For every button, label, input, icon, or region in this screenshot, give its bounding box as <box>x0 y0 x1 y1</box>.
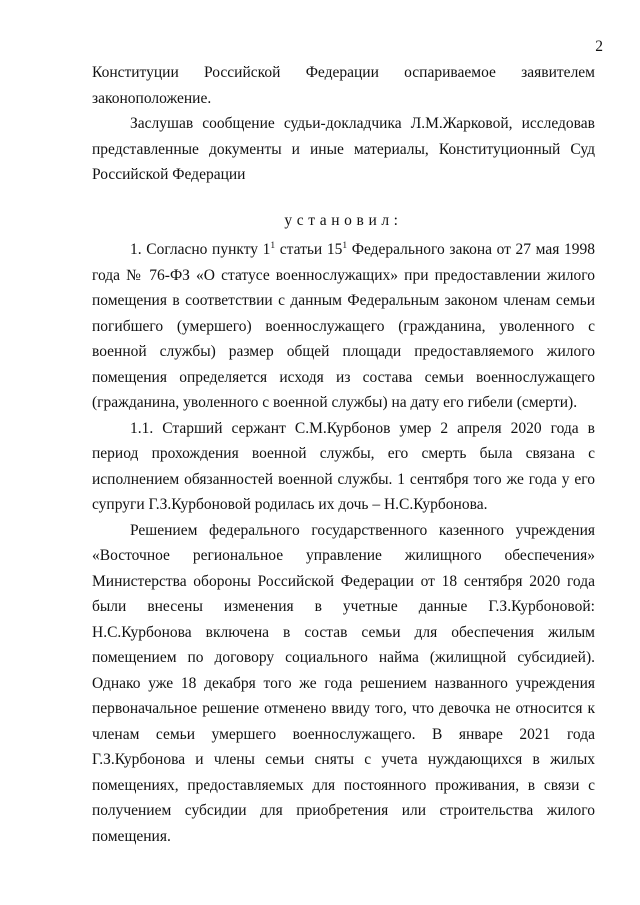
paragraph-constitution-continuation: Конституции Российской Федерации оспариваемое заявителем законоположение. <box>92 64 595 107</box>
document-body <box>92 60 595 849</box>
paragraph-case-facts: 1.1. Старший сержант С.М.Курбонов умер 2 апреля 2020 года в период прохождения военной службы, его смерть была связана с исполнением обязанностей военной службы. 1 сентября того же года у его супруги Г.З.Курбоновой родилась их дочь – Н.С.Курбонова. <box>92 419 595 513</box>
paragraph-law-text-c: Федерального закона от 27 мая 1998 года № 76-ФЗ «О статусе военнослужащих» при предоставлении жилого помещения в соответствии с данным Федеральным законом членам семьи погибшего (умершего) военнослужащего (гражданина, уволенного с военной службы) размер общей площади предоставляемого жилого помещения определяется исходя из состава семьи военнослужащего (гражданина, уволенного с военной службы) на дату его гибели (смерти). <box>92 241 595 411</box>
ruling-heading: установил: <box>284 211 403 229</box>
paragraph-law-provision <box>92 237 595 416</box>
page-number: 2 <box>595 38 603 55</box>
paragraph-law-text-a: 1. Согласно пункту 1 <box>130 241 271 258</box>
paragraph-housing-decision: Решением федерального государственного казенного учреждения «Восточное региональное управление жилищного обеспечения» Министерства обороны Российской Федерации от 18 сентября 2020 года были внесены изменения в учетные данные Г.З.Курбоновой: Н.С.Курбонова включена в состав семьи для обеспечения жилым помещением по договору социального найма (жилищной субсидией). Однако уже 18 декабря того же года решением названного учреждения первоначальное решение отменено ввиду того, что девочка не относится к членам семьи умершего военнослужащего. В январе 2021 года Г.З.Курбонова и члены семьи сняты с учета нуждающихся в жилых помещениях, предоставляемых для постоянного проживания, в связи с получением субсидии для приобретения или строительства жилого помещения. <box>92 521 595 845</box>
superscript-point: 1 <box>270 241 276 251</box>
paragraph-law-text-b: статьи 15 <box>275 241 343 258</box>
superscript-article: 1 <box>342 241 348 251</box>
paragraph-hearing-report: Заслушав сообщение судьи-докладчика Л.М.Жарковой, исследовав представленные документы и иные материалы, Конституционный Суд Российской Федерации <box>92 115 595 183</box>
